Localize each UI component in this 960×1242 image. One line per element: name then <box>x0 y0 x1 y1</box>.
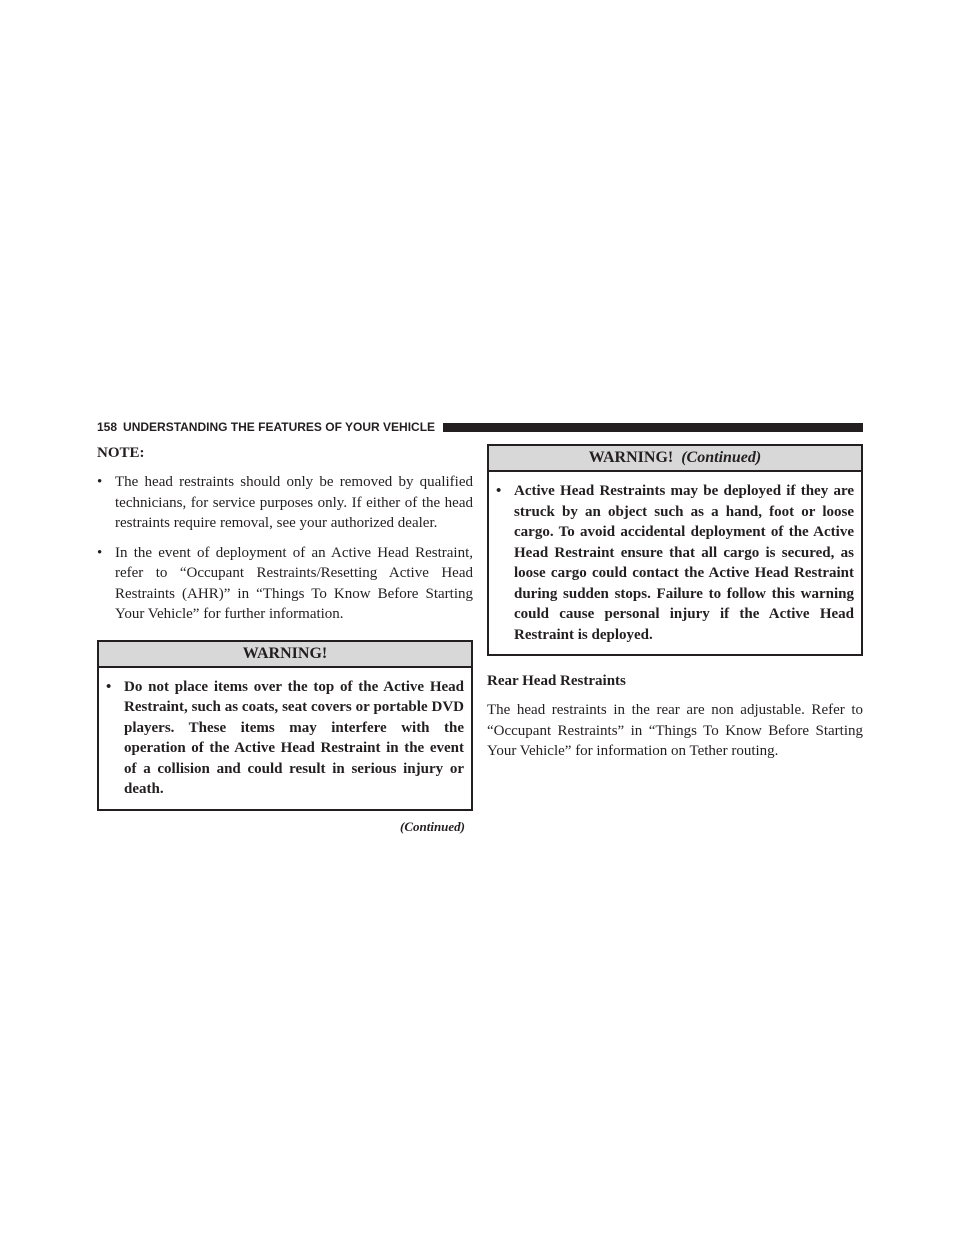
warning-bullet-text: Do not place items over the top of the Active Head Restraint, such as coats, seat covers or portable DVD players. These items may interfere with the operation of the Active Head Restraint in the event of a collision and could result in serious injury or death. <box>124 678 464 797</box>
page-number: 158 <box>97 420 118 434</box>
body-paragraph: The head restraints in the rear are non adjustable. Refer to “Occupant Restraints” in “Things To Know Before Starting Your Vehicle” for information on Tether routing. <box>487 702 863 759</box>
bullet-dot: • <box>97 544 103 561</box>
note-bullet-text: The head restraints should only be removed by qualified technicians, for service purposes only. If either of the head restraints require removal, see your authorized dealer. <box>115 474 473 531</box>
note-label: NOTE: <box>97 445 145 461</box>
warning-body <box>489 472 861 654</box>
bullet-dot: • <box>106 678 112 695</box>
section-title: UNDERSTANDING THE FEATURES OF YOUR VEHICLE <box>123 420 436 434</box>
warning-title: WARNING! <box>588 449 674 466</box>
note-bullet <box>97 472 473 534</box>
note-bullet <box>97 543 473 625</box>
note-bullet-text: In the event of deployment of an Active Head Restraint, refer to “Occupant Restraints/Resetting Active Head Restraints (AHR)” in “Things To Know Before Starting Your Vehicle” for further information. <box>115 544 473 622</box>
section-subheading: Rear Head Restraints <box>487 673 626 689</box>
warning-body <box>99 668 471 809</box>
warning-bullet <box>106 677 464 800</box>
header-rule <box>443 423 863 432</box>
warning-bullet-text: Active Head Restraints may be deployed if they are struck by an object such as a hand, foot or loose cargo. To avoid accidental deployment of the Active Head Restraint ensure that all cargo is secured, as loose cargo could contact the Active Head Restraint during sudden stops. Failure to follow this warning could cause personal injury if the Active Head Restraint is deployed. <box>514 483 854 643</box>
warning-title: WARNING! <box>242 644 328 662</box>
bullet-dot: • <box>97 474 103 490</box>
left-column <box>97 444 473 835</box>
warning-box <box>97 640 473 811</box>
warning-header <box>99 642 471 668</box>
continued-label: (Continued) <box>399 818 465 834</box>
warning-header <box>489 446 861 472</box>
page-header <box>97 419 863 435</box>
warning-continued-label: (Continued) <box>681 449 762 466</box>
warning-box-continued <box>487 444 863 656</box>
bullet-dot: • <box>496 483 502 499</box>
warning-bullet <box>496 481 854 645</box>
right-column <box>487 444 863 762</box>
